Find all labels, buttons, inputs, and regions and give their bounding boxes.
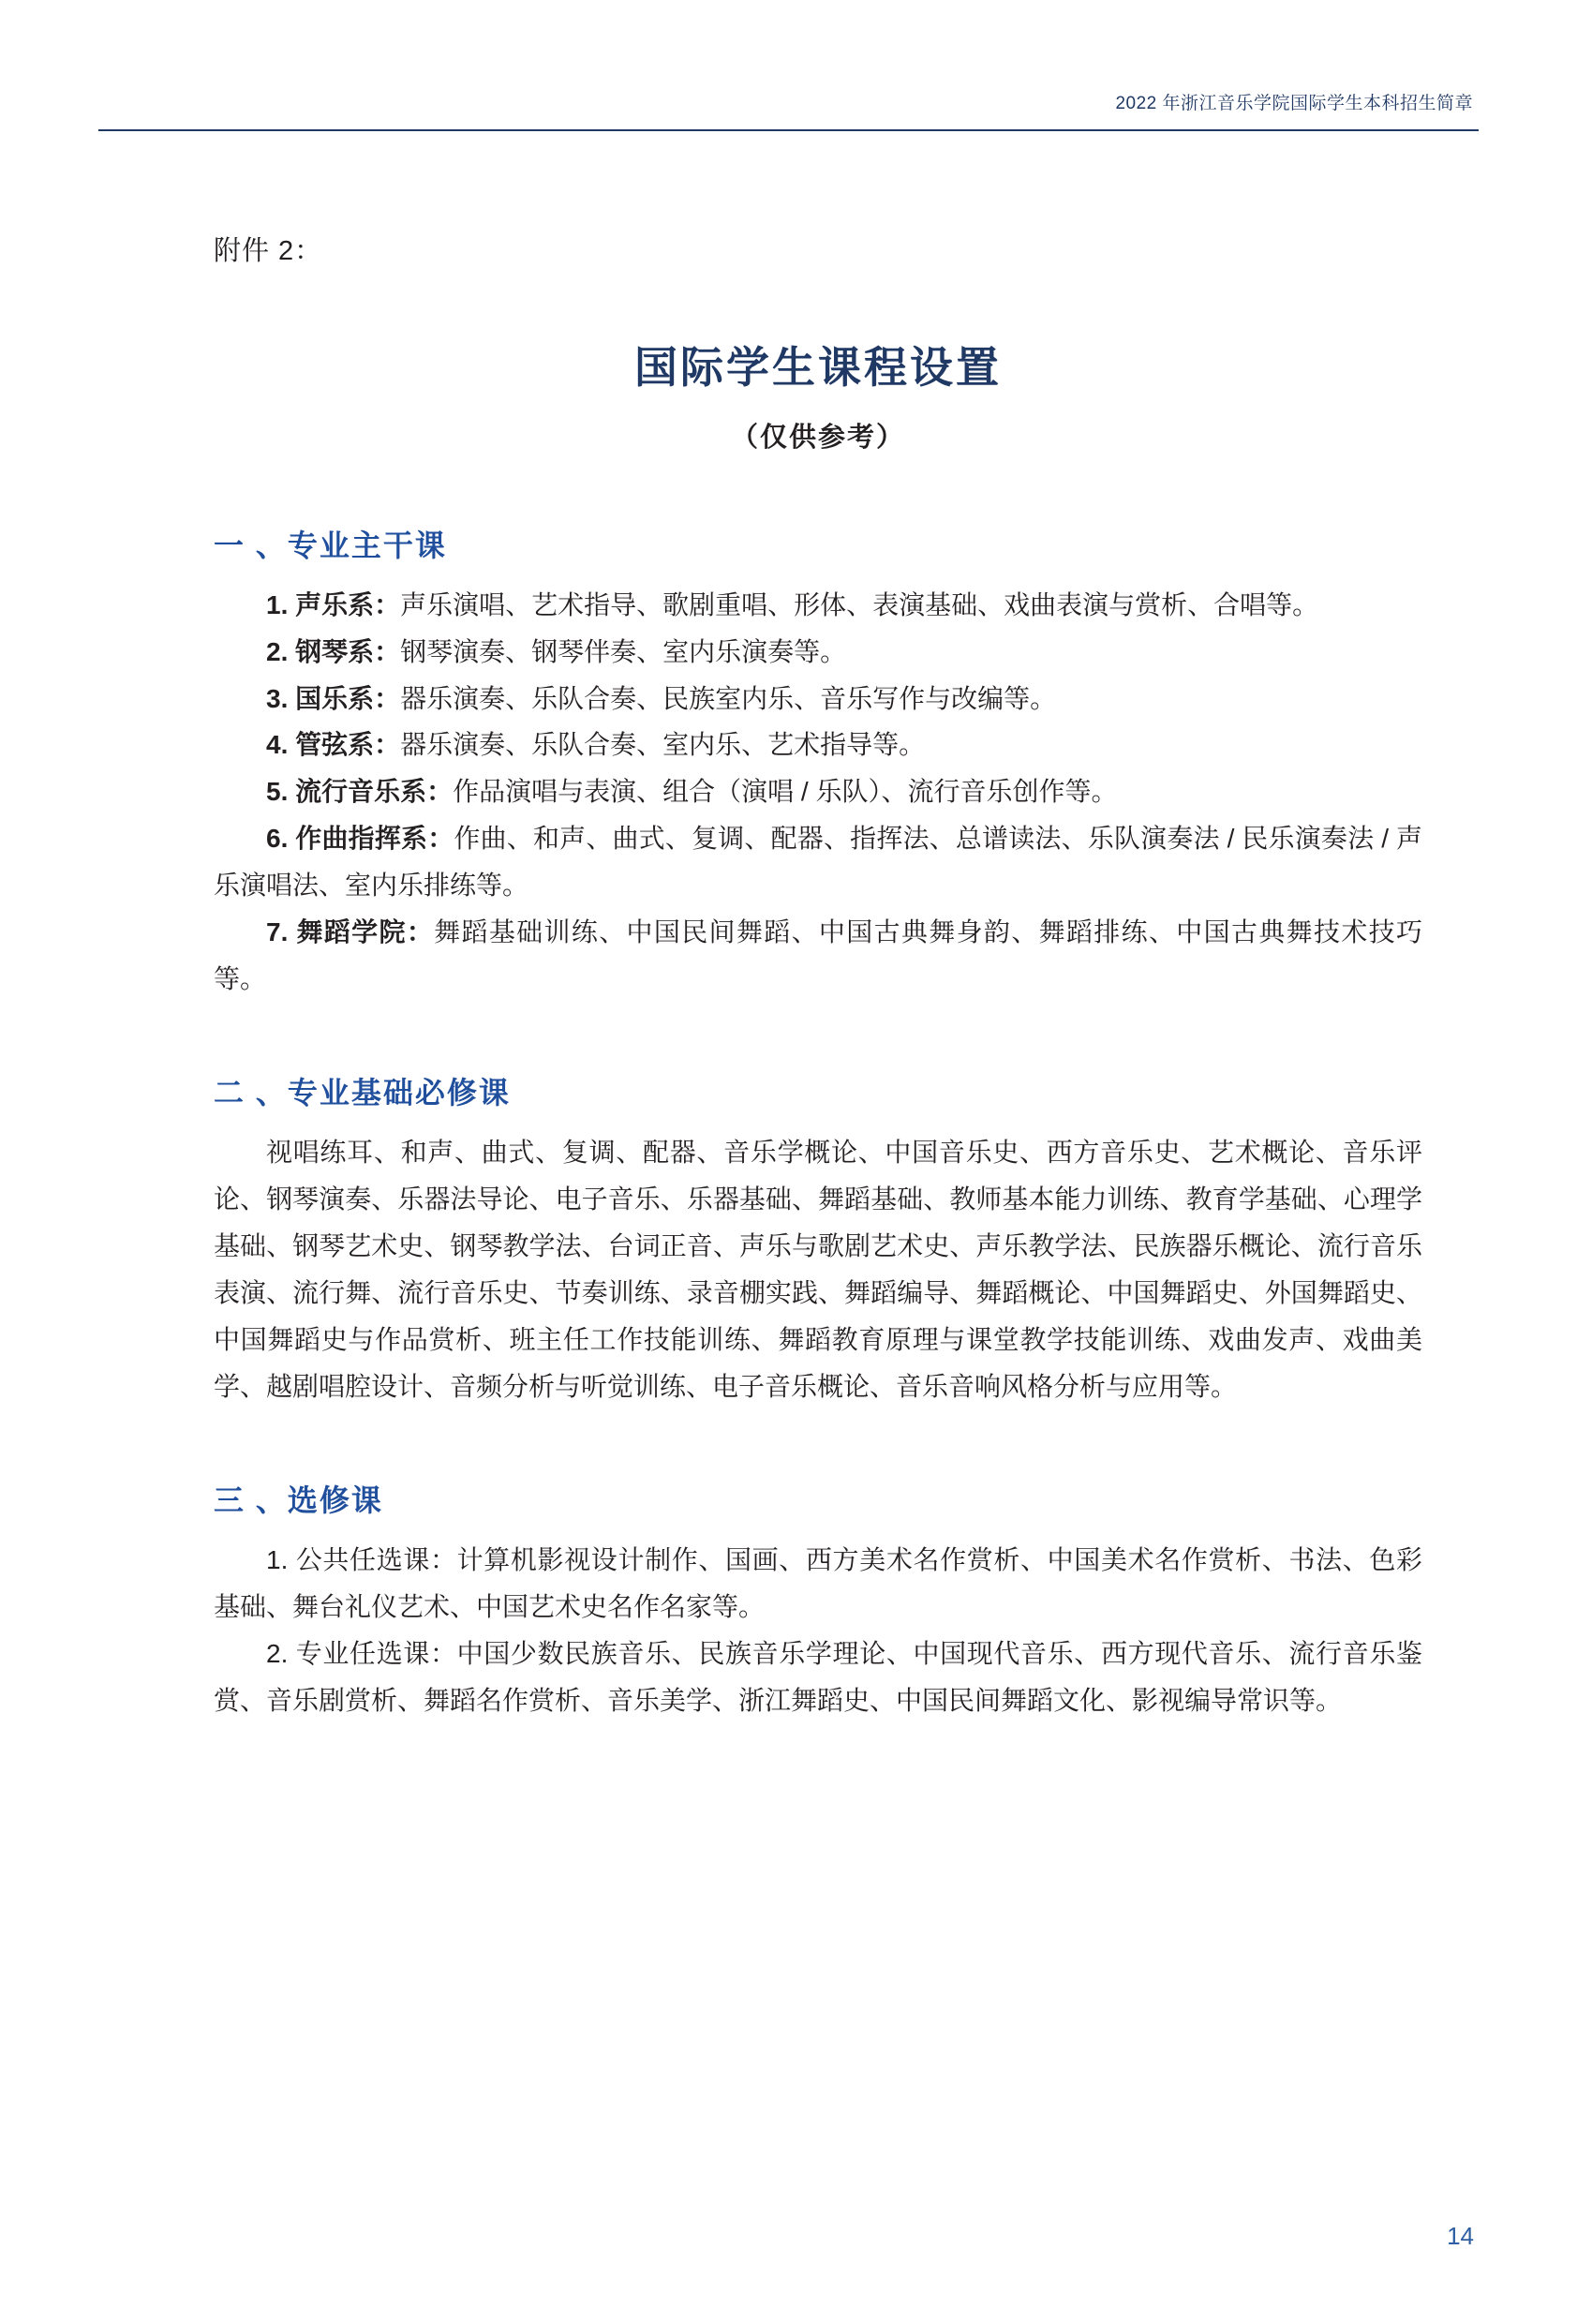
list-item-text: 中国少数民族音乐、民族音乐学理论、中国现代音乐、西方现代音乐、流行音乐鉴赏、音乐剧赏析、舞蹈名作赏析、音乐美学、浙江舞蹈史、中国民间舞蹈文化、影视编导常识等。 xyxy=(214,1639,1422,1715)
list-item-text: 作曲、和声、曲式、复调、配器、指挥法、总谱读法、乐队演奏法 / 民乐演奏法 / 声乐演唱法、室内乐排练等。 xyxy=(214,824,1422,900)
page-header xyxy=(98,89,1479,131)
document-body xyxy=(214,230,1422,1724)
page-subtitle: （仅供参考） xyxy=(730,421,905,453)
section-2-heading: 二 、专业基础必修课 xyxy=(214,1076,511,1110)
section-major-core-courses xyxy=(214,522,1422,1002)
list-item xyxy=(214,1631,1422,1724)
list-item-text: 器乐演奏、乐队合奏、民族室内乐、音乐写作与改编等。 xyxy=(400,683,1057,713)
list-item xyxy=(214,768,1422,815)
list-item xyxy=(214,676,1422,723)
list-item-lead: 2. 钢琴系： xyxy=(266,636,401,666)
list-item-lead: 7. 舞蹈学院： xyxy=(266,916,435,946)
section-2-paragraph: 视唱练耳、和声、曲式、复调、配器、音乐学概论、中国音乐史、西方音乐史、艺术概论、音乐评论、钢琴演奏、乐器法导论、电子音乐、乐器基础、舞蹈基础、教师基本能力训练、教育学基础、心理学基础、钢琴艺术史、钢琴教学法、台词正音、声乐与歌剧艺术史、声乐教学法、民族器乐概论、流行音乐表演、流行舞、流行音乐史、节奏训练、录音棚实践、舞蹈编导、舞蹈概论、中国舞蹈史、外国舞蹈史、中国舞蹈史与作品赏析、班主任工作技能训练、舞蹈教育原理与课堂教学技能训练、戏曲发声、戏曲美学、越剧唱腔设计、音频分析与听觉训练、电子音乐概论、音乐音响风格分析与应用等。 xyxy=(214,1138,1422,1401)
running-head: 2022 年浙江音乐学院国际学生本科招生简章 xyxy=(1115,94,1473,113)
list-item-lead: 2. 专业任选课： xyxy=(266,1639,457,1669)
list-item xyxy=(214,722,1422,768)
list-item-text: 器乐演奏、乐队合奏、室内乐、艺术指导等。 xyxy=(400,730,926,760)
list-item xyxy=(214,1537,1422,1631)
header-divider xyxy=(98,129,1479,131)
section-required-foundation-courses xyxy=(214,1069,1422,1409)
page-number: 14 xyxy=(1447,2222,1474,2250)
list-item xyxy=(214,909,1422,1003)
list-item-text: 声乐演唱、艺术指导、歌剧重唱、形体、表演基础、戏曲表演与赏析、合唱等。 xyxy=(400,590,1319,619)
list-item-text: 舞蹈基础训练、中国民间舞蹈、中国古典舞身韵、舞蹈排练、中国古典舞技术技巧等。 xyxy=(214,916,1422,993)
list-item-lead: 1. 公共任选课： xyxy=(266,1545,457,1575)
list-item-lead: 5. 流行音乐系： xyxy=(266,777,454,807)
page-title: 国际学生课程设置 xyxy=(634,342,1002,393)
list-item-text: 作品演唱与表演、组合（演唱 / 乐队）、流行音乐创作等。 xyxy=(453,777,1118,807)
list-item xyxy=(214,815,1422,909)
list-item xyxy=(214,582,1422,629)
section-1-heading: 一 、专业主干课 xyxy=(214,529,447,562)
list-item xyxy=(214,629,1422,676)
list-item-lead: 6. 作曲指挥系： xyxy=(266,824,454,854)
section-elective-courses xyxy=(214,1477,1422,1723)
list-item-text: 计算机影视设计制作、国画、西方美术名作赏析、中国美术名作赏析、书法、色彩基础、舞台礼仪艺术、中国艺术史名作名家等。 xyxy=(214,1545,1422,1622)
section-3-heading: 三 、选修课 xyxy=(214,1483,383,1518)
attachment-label: 附件 2： xyxy=(214,236,323,266)
list-item-lead: 1. 声乐系： xyxy=(266,590,401,619)
list-item-lead: 4. 管弦系： xyxy=(266,730,401,760)
list-item-text: 钢琴演奏、钢琴伴奏、室内乐演奏等。 xyxy=(400,636,847,666)
list-item-lead: 3. 国乐系： xyxy=(266,683,401,713)
